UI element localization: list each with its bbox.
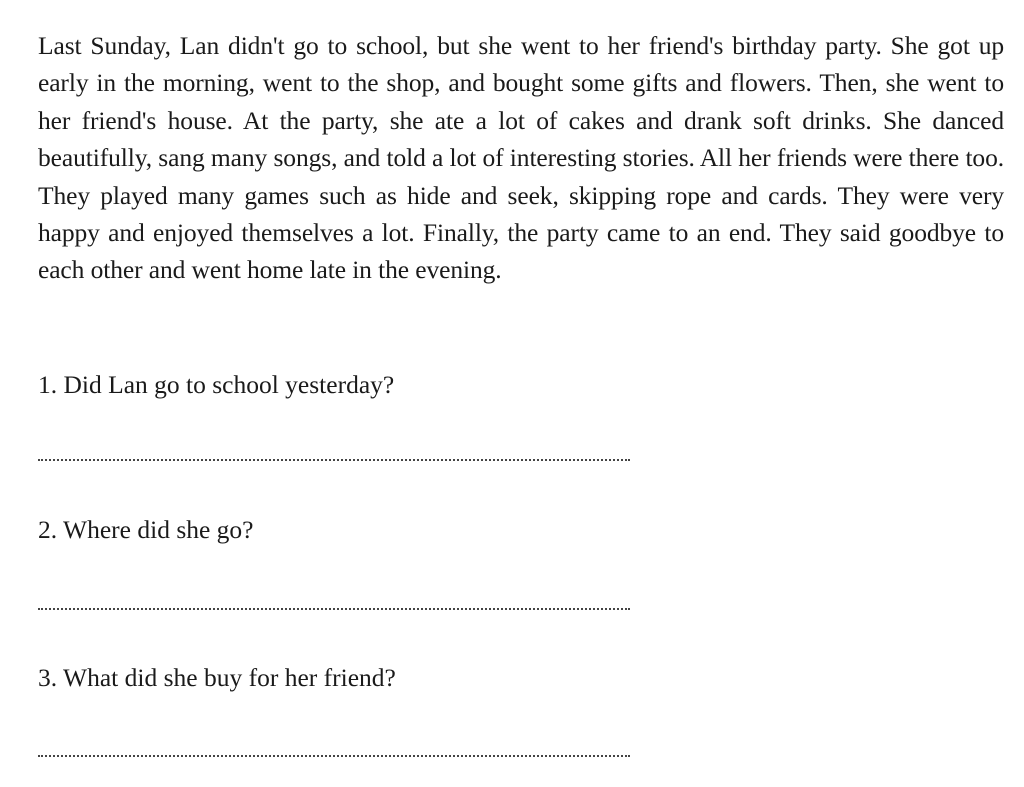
question-1: 1. Did Lan go to school yesterday?	[38, 370, 395, 399]
worksheet	[38, 27, 1004, 692]
question-2: 2. Where did she go?	[38, 515, 254, 544]
answer-line-3[interactable]	[38, 755, 630, 757]
answer-line-1[interactable]	[38, 459, 630, 461]
reading-passage: Last Sunday, Lan didn't go to school, but she went to her friend's birthday party. She got up early in the morning, went to the shop, and bought some gifts and flowers. Then, she went to her friend's house. At the party, she ate a lot of cakes and drank soft drinks. She danced beautifully, sang many songs, and told a lot of interesting stories. All her friends were there too. They played many games such as hide and seek, skipping rope and cards. They were very happy and enjoyed themselves a lot. Finally, the party came to an end. They said goodbye to each other and went home late in the evening.	[38, 31, 1004, 285]
question-3: 3. What did she buy for her friend?	[38, 663, 396, 692]
answer-line-2[interactable]	[38, 608, 630, 610]
